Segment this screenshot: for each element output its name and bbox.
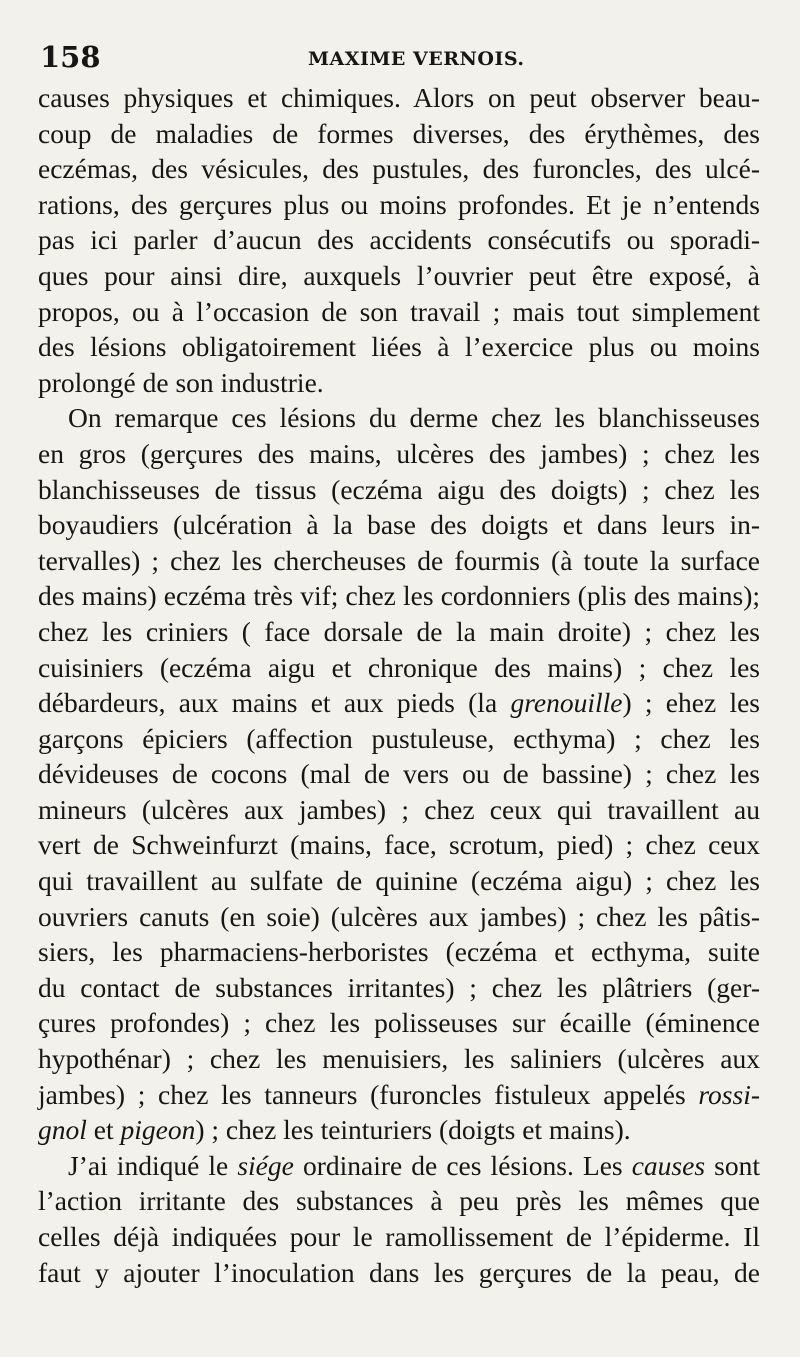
text-run: cuisiniers (eczéma aigu et chronique des mains) ; chez les xyxy=(38,651,760,683)
text-line xyxy=(38,827,760,863)
text-line xyxy=(38,970,760,1006)
text-line xyxy=(38,650,760,686)
text-run: débardeurs, aux mains et aux pieds (la xyxy=(38,687,511,719)
text-run: blanchisseuses de tissus (eczéma aigu des doigts) ; chez les xyxy=(38,473,760,505)
text-line xyxy=(38,151,760,187)
text-run: et xyxy=(86,1114,121,1146)
text-line xyxy=(38,436,760,472)
text-run: eczémas, des vésicules, des pustules, des furoncles, des ulcé- xyxy=(38,153,760,185)
text-run: propos, ou à l’occasion de son travail ; mais tout simplement xyxy=(38,295,760,327)
text-run: des lésions obligatoirement liées à l’exercice plus ou moins xyxy=(38,331,760,363)
text-run: causes physiques et chimiques. Alors on peut observer beau- xyxy=(38,82,760,113)
text-line xyxy=(38,863,760,899)
text-run: hypothénar) ; chez les menuisiers, les saliniers (ulcères aux xyxy=(38,1043,760,1075)
page-header xyxy=(40,36,760,76)
text-line xyxy=(38,1183,760,1219)
text-run: ) ; ehez les xyxy=(622,687,760,719)
text-run: ques pour ainsi dire, auxquels l’ouvrier peut être exposé, à xyxy=(38,259,760,291)
page-number: 158 xyxy=(40,40,101,74)
italic-text: rossi- xyxy=(698,1078,760,1110)
text-line xyxy=(38,1255,760,1291)
text-run: ouvriers canuts (en soie) (ulcères aux jambes) ; chez les pâtis- xyxy=(38,900,760,932)
text-run: du contact de substances irritantes) ; chez les plâtriers (ger- xyxy=(38,971,760,1003)
text-line xyxy=(38,1005,760,1041)
text-line xyxy=(38,1077,760,1113)
text-line xyxy=(38,934,760,970)
text-line xyxy=(38,507,760,543)
text-line xyxy=(38,472,760,508)
body-text xyxy=(38,80,760,1290)
italic-text: siége xyxy=(237,1149,294,1181)
text-line xyxy=(38,365,760,401)
text-line xyxy=(38,400,760,436)
text-line xyxy=(38,1219,760,1255)
text-run: siers, les pharmaciens-herboristes (eczéma et ecthyma, suite xyxy=(38,936,760,968)
text-line xyxy=(38,1112,760,1148)
text-run: des mains) eczéma très vif; chez les cordonniers (plis des mains); xyxy=(38,580,760,612)
text-line xyxy=(38,614,760,650)
text-line xyxy=(38,222,760,258)
italic-text: causes xyxy=(631,1149,706,1181)
text-run: ordinaire de ces lésions. Les xyxy=(293,1149,632,1181)
text-line xyxy=(38,80,760,116)
text-line xyxy=(38,1148,760,1184)
text-run: prolongé de son industrie. xyxy=(38,366,324,398)
text-run: garçons épiciers (affection pustuleuse, ecthyma) ; chez les xyxy=(38,722,760,754)
text-line xyxy=(38,258,760,294)
italic-text: gnol xyxy=(38,1114,87,1146)
text-line xyxy=(38,543,760,579)
text-line xyxy=(38,294,760,330)
text-run: celles déjà indiquées pour le ramollissement de l’épiderme. Il xyxy=(38,1221,760,1252)
text-run: faut y ajouter l’inoculation dans les gerçures de la peau, de xyxy=(38,1256,760,1288)
text-line xyxy=(38,685,760,721)
text-run: On remarque ces lésions du derme chez les blanchisseuses xyxy=(68,402,760,434)
text-line xyxy=(38,187,760,223)
text-run: en gros (gerçures des mains, ulcères des jambes) ; chez les xyxy=(38,437,760,469)
text-line xyxy=(38,578,760,614)
text-run: l’action irritante des substances à peu près les mêmes que xyxy=(38,1185,760,1217)
italic-text: pigeon xyxy=(120,1114,196,1146)
text-line xyxy=(38,792,760,828)
text-line xyxy=(38,1041,760,1077)
text-line xyxy=(38,329,760,365)
italic-text: grenouille xyxy=(510,687,623,719)
text-run: coup de maladies de formes diverses, des érythèmes, des xyxy=(38,117,760,149)
text-run: jambes) ; chez les tanneurs (furoncles fistuleux appelés xyxy=(38,1078,699,1110)
text-run: dévideuses de cocons (mal de vers ou de bassine) ; chez les xyxy=(38,758,760,790)
text-run: tervalles) ; chez les chercheuses de fourmis (à toute la surface xyxy=(38,544,760,576)
text-run: J’ai indiqué le xyxy=(68,1149,238,1181)
text-run: sont xyxy=(705,1149,760,1181)
text-run: pas ici parler d’aucun des accidents consécutifs ou sporadi- xyxy=(38,224,760,256)
text-run: vert de Schweinfurzt (mains, face, scrotum, pied) ; chez ceux xyxy=(38,829,760,861)
text-run: ) ; chez les teinturiers (doigts et mains). xyxy=(195,1114,631,1146)
text-run: chez les criniers ( face dorsale de la main droite) ; chez les xyxy=(38,615,760,647)
text-run: rations, des gerçures plus ou moins profondes. Et je n’entends xyxy=(38,188,760,220)
text-run: mineurs (ulcères aux jambes) ; chez ceux qui travaillent au xyxy=(38,793,760,825)
text-line xyxy=(38,721,760,757)
text-line xyxy=(38,756,760,792)
text-run: qui travaillent au sulfate de quinine (eczéma aigu) ; chez les xyxy=(38,865,760,897)
text-line xyxy=(38,899,760,935)
running-title: MAXIME VERNOIS. xyxy=(308,48,525,70)
text-run: boyaudiers (ulcération à la base des doigts et dans leurs in- xyxy=(38,509,760,541)
text-line xyxy=(38,116,760,152)
text-run: çures profondes) ; chez les polisseuses sur écaille (éminence xyxy=(38,1007,760,1039)
